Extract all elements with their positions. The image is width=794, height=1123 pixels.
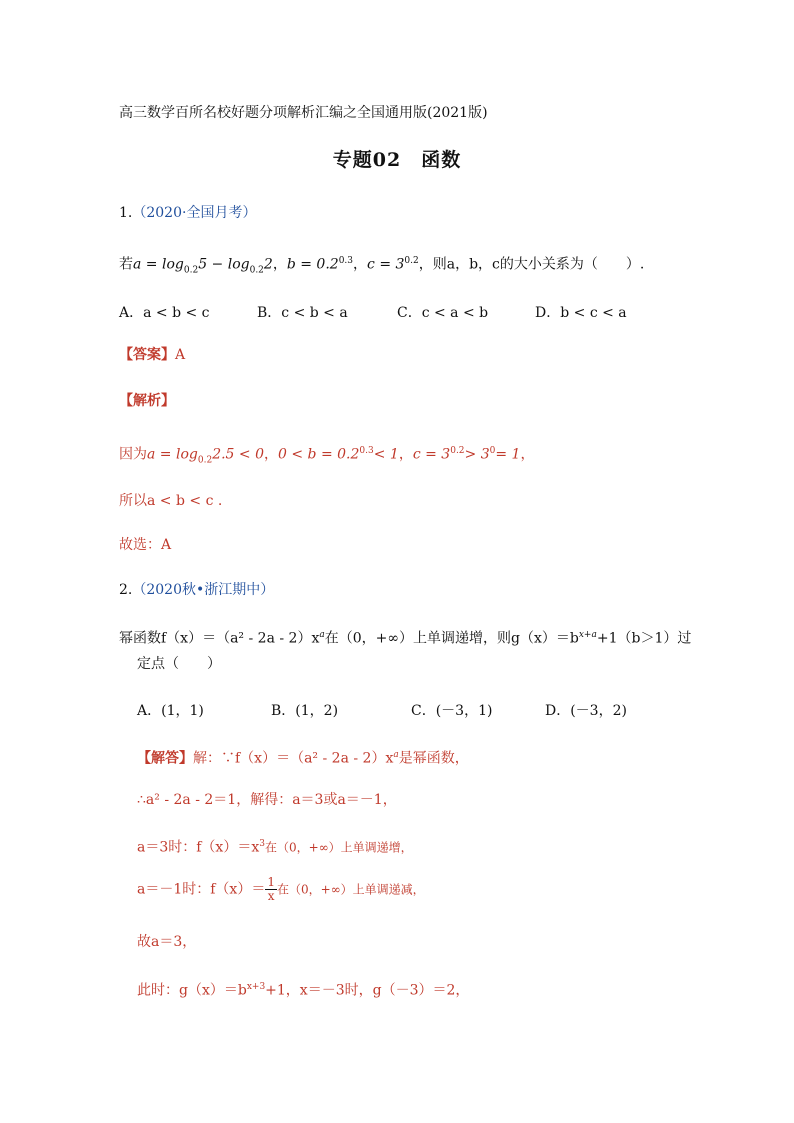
solution-line-6: 此时：$g(x)=b^{x+3}+1$，x＝－3时，g（－3）＝2， <box>137 982 470 999</box>
analysis-line-2: 所以a < b < c . <box>119 493 223 509</box>
q2-option-c[interactable]: C．(－3，1) <box>411 703 493 719</box>
solution-line-5: 故a＝3， <box>137 934 197 950</box>
q2-option-b[interactable]: B．(1，2) <box>271 703 339 719</box>
section-title: 专题02 函数 <box>332 149 462 171</box>
question-1-stem: 若$a = \log_{0.2}5 - \log_{0.2}2$，$b = 0.2^{0.3}$，$c = 3^{0.2}$，则a，b，c的大小关系为（ ）. <box>119 256 645 276</box>
question-2-stem-1: 幂函数$f(x)=(a^2 - 2a - 2)x^a$在（0，+∞）上单调递增，则$g(x)=b^{x+a}+1(b>1)$过 <box>119 630 692 647</box>
q2-option-a[interactable]: A．(1，1) <box>137 703 204 719</box>
q1-option-c[interactable]: C．c < a < b <box>397 305 489 321</box>
question-number: 2. <box>119 582 133 598</box>
q1-option-a[interactable]: A．a < b < c <box>119 305 210 321</box>
question-number: 1. <box>119 205 133 221</box>
analysis-label: 【解析】 <box>119 393 175 409</box>
solution-line-2: ∴a² - 2a - 2＝1，解得：a＝3或a＝－1， <box>137 792 397 808</box>
choose-line: 故选：A <box>119 537 172 553</box>
question-1-heading <box>119 203 256 223</box>
answer-block: 【答案】A <box>119 347 186 363</box>
q2-option-d[interactable]: D．(－3，2) <box>545 703 627 719</box>
question-source: （2020秋•浙江期中） <box>132 582 275 598</box>
document-header: 高三数学百所名校好题分项解析汇编之全国通用版(2021版) <box>119 105 488 121</box>
analysis-line-1: 因为$a = \log_{0.2}2.5 < 0$，$0 < b = 0.2^{0.3}< 1$，$c = 3^{0.2}> 3^0= 1$， <box>119 446 535 466</box>
solution-line-1: 【解答】解：∵f（x）＝（a² - $2a - 2)x^a$是幂函数， <box>137 750 469 767</box>
solution-line-4: a＝－1时：f（x）＝ $\frac{1}{x}$ 在（0，+∞）上单调递减， <box>137 875 425 903</box>
q1-option-b[interactable]: B．c < b < a <box>257 305 348 321</box>
question-2-stem-2: 定点（ ） <box>137 656 221 672</box>
question-2-heading <box>119 580 274 600</box>
q1-option-d[interactable]: D．b < c < a <box>535 305 627 321</box>
solution-line-3: a＝3时：$f(x)=x^3$在（0，+∞）上单调递增， <box>137 839 413 856</box>
fraction-one-over-x: $\frac{1}{x}$ <box>267 875 275 903</box>
question-source: （2020·全国月考） <box>132 205 257 221</box>
